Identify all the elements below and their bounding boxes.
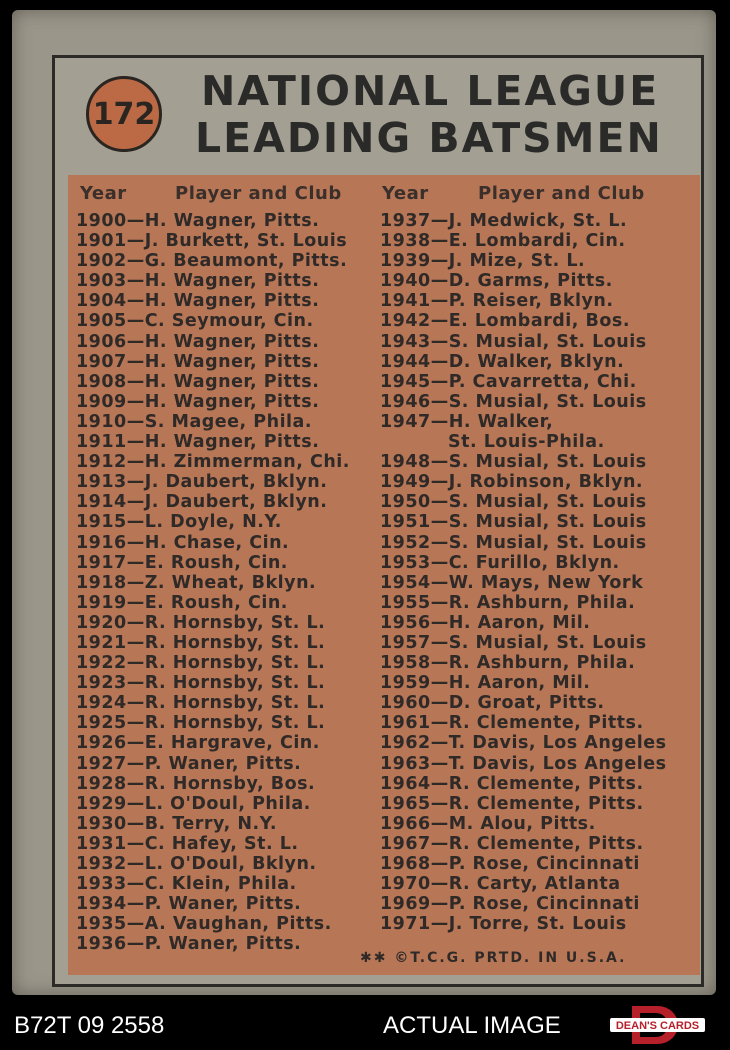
leader-row: 1957—S. Musial, St. Louis xyxy=(380,632,647,653)
leader-row: 1930—B. Terry, N.Y. xyxy=(76,813,278,834)
card-title-line1: NATIONAL LEAGUE xyxy=(201,67,660,115)
actual-image-label: ACTUAL IMAGE xyxy=(383,1012,561,1039)
card-number: 172 xyxy=(92,96,156,132)
card-number-badge xyxy=(86,76,162,152)
leader-row: 1947—H. Walker, xyxy=(380,411,554,432)
leader-row: 1948—S. Musial, St. Louis xyxy=(380,452,647,473)
leader-row: 1941—P. Reiser, Bklyn. xyxy=(380,291,614,312)
leader-row: 1958—R. Ashburn, Phila. xyxy=(380,653,636,674)
leader-row: 1931—C. Hafey, St. L. xyxy=(76,833,299,854)
leader-row: 1923—R. Hornsby, St. L. xyxy=(76,673,326,694)
leader-row: 1936—P. Waner, Pitts. xyxy=(76,934,302,955)
leader-row: 1955—R. Ashburn, Phila. xyxy=(380,592,636,613)
leader-row: 1902—G. Beaumont, Pitts. xyxy=(76,251,348,272)
leader-row: 1921—R. Hornsby, St. L. xyxy=(76,632,326,653)
leader-row: 1967—R. Clemente, Pitts. xyxy=(380,833,644,854)
leader-row: 1910—S. Magee, Phila. xyxy=(76,411,313,432)
leader-row: St. Louis-Phila. xyxy=(448,432,605,453)
leader-row: 1965—R. Clemente, Pitts. xyxy=(380,793,644,814)
leader-row: 1920—R. Hornsby, St. L. xyxy=(76,612,326,633)
leader-row: 1971—J. Torre, St. Louis xyxy=(380,914,627,935)
leader-row: 1912—H. Zimmerman, Chi. xyxy=(76,452,350,473)
leader-row: 1917—E. Roush, Cin. xyxy=(76,552,288,573)
leader-row: 1934—P. Waner, Pitts. xyxy=(76,894,302,915)
leader-row: 1901—J. Burkett, St. Louis xyxy=(76,231,348,252)
leader-row: 1908—H. Wagner, Pitts. xyxy=(76,371,320,392)
leader-row: 1970—R. Carty, Atlanta xyxy=(380,874,621,895)
leader-row: 1939—J. Mize, St. L. xyxy=(380,251,586,272)
leader-row: 1907—H. Wagner, Pitts. xyxy=(76,351,320,372)
leader-row: 1960—D. Groat, Pitts. xyxy=(380,693,605,714)
leader-row: 1964—R. Clemente, Pitts. xyxy=(380,773,644,794)
leader-row: 1926—E. Hargrave, Cin. xyxy=(76,733,320,754)
leader-row: 1927—P. Waner, Pitts. xyxy=(76,753,302,774)
leader-row: 1949—J. Robinson, Bklyn. xyxy=(380,472,644,493)
header-year-left: Year xyxy=(80,183,127,204)
leader-row: 1932—L. O'Doul, Bklyn. xyxy=(76,854,317,874)
leader-row: 1928—R. Hornsby, Bos. xyxy=(76,773,316,794)
leader-row: 1969—P. Rose, Cincinnati xyxy=(380,894,640,915)
leader-row: 1956—H. Aaron, Mil. xyxy=(380,612,591,633)
leader-row: 1953—C. Furillo, Bklyn. xyxy=(380,552,620,573)
leader-row: 1946—S. Musial, St. Louis xyxy=(380,391,647,412)
card-title-line2: LEADING BATSMEN xyxy=(195,114,663,162)
leader-row: 1962—T. Davis, Los Angeles xyxy=(380,733,667,754)
deans-cards-logo xyxy=(610,1004,705,1046)
leader-row: 1950—S. Musial, St. Louis xyxy=(380,492,647,513)
sku-label: B72T 09 2558 xyxy=(14,1012,165,1039)
leader-row: 1919—E. Roush, Cin. xyxy=(76,592,288,613)
leader-row: 1933—C. Klein, Phila. xyxy=(76,874,297,895)
left-column xyxy=(76,211,350,954)
leader-row: 1935—A. Vaughan, Pitts. xyxy=(76,914,332,935)
leader-row: 1943—S. Musial, St. Louis xyxy=(380,331,647,352)
leader-row: 1952—S. Musial, St. Louis xyxy=(380,532,647,553)
leader-row: 1959—H. Aaron, Mil. xyxy=(380,673,591,694)
leader-row: 1903—H. Wagner, Pitts. xyxy=(76,271,320,292)
leader-row: 1966—M. Alou, Pitts. xyxy=(380,813,596,834)
leader-row: 1961—R. Clemente, Pitts. xyxy=(380,713,644,734)
right-column xyxy=(380,211,667,934)
leader-row: 1937—J. Medwick, St. L. xyxy=(380,211,628,231)
leader-row: 1938—E. Lombardi, Cin. xyxy=(380,231,626,252)
header-player-left: Player and Club xyxy=(175,183,342,204)
leader-row: 1963—T. Davis, Los Angeles xyxy=(380,753,667,774)
leader-row: 1913—J. Daubert, Bklyn. xyxy=(76,472,328,493)
leader-row: 1968—P. Rose, Cincinnati xyxy=(380,854,640,874)
leader-row: 1925—R. Hornsby, St. L. xyxy=(76,713,326,734)
leader-row: 1918—Z. Wheat, Bklyn. xyxy=(76,572,317,593)
leader-row: 1951—S. Musial, St. Louis xyxy=(380,512,647,533)
svg-text:DEAN'S CARDS: DEAN'S CARDS xyxy=(615,1020,700,1032)
leader-row: 1954—W. Mays, New York xyxy=(380,572,644,593)
leader-row: 1929—L. O'Doul, Phila. xyxy=(76,793,311,814)
leader-row: 1905—C. Seymour, Cin. xyxy=(76,311,314,332)
leader-row: 1940—D. Garms, Pitts. xyxy=(380,271,613,292)
header-player-right: Player and Club xyxy=(478,183,645,204)
leader-row: 1944—D. Walker, Bklyn. xyxy=(380,351,625,372)
leader-row: 1942—E. Lombardi, Bos. xyxy=(380,311,630,332)
header-year-right: Year xyxy=(382,183,429,204)
leader-row: 1915—L. Doyle, N.Y. xyxy=(76,512,282,533)
leader-row: 1911—H. Wagner, Pitts. xyxy=(76,432,320,453)
leader-row: 1945—P. Cavarretta, Chi. xyxy=(380,371,637,392)
leader-row: 1904—H. Wagner, Pitts. xyxy=(76,291,320,312)
printer-footnote: ✱✱ ©T.C.G. PRTD. IN U.S.A. xyxy=(360,950,627,966)
leader-row: 1914—J. Daubert, Bklyn. xyxy=(76,492,328,513)
leader-row: 1922—R. Hornsby, St. L. xyxy=(76,653,326,674)
leader-row: 1924—R. Hornsby, St. L. xyxy=(76,693,326,714)
leader-row: 1909—H. Wagner, Pitts. xyxy=(76,391,320,412)
leader-row: 1900—H. Wagner, Pitts. xyxy=(76,211,320,231)
leader-row: 1906—H. Wagner, Pitts. xyxy=(76,331,320,352)
leader-row: 1916—H. Chase, Cin. xyxy=(76,532,290,553)
